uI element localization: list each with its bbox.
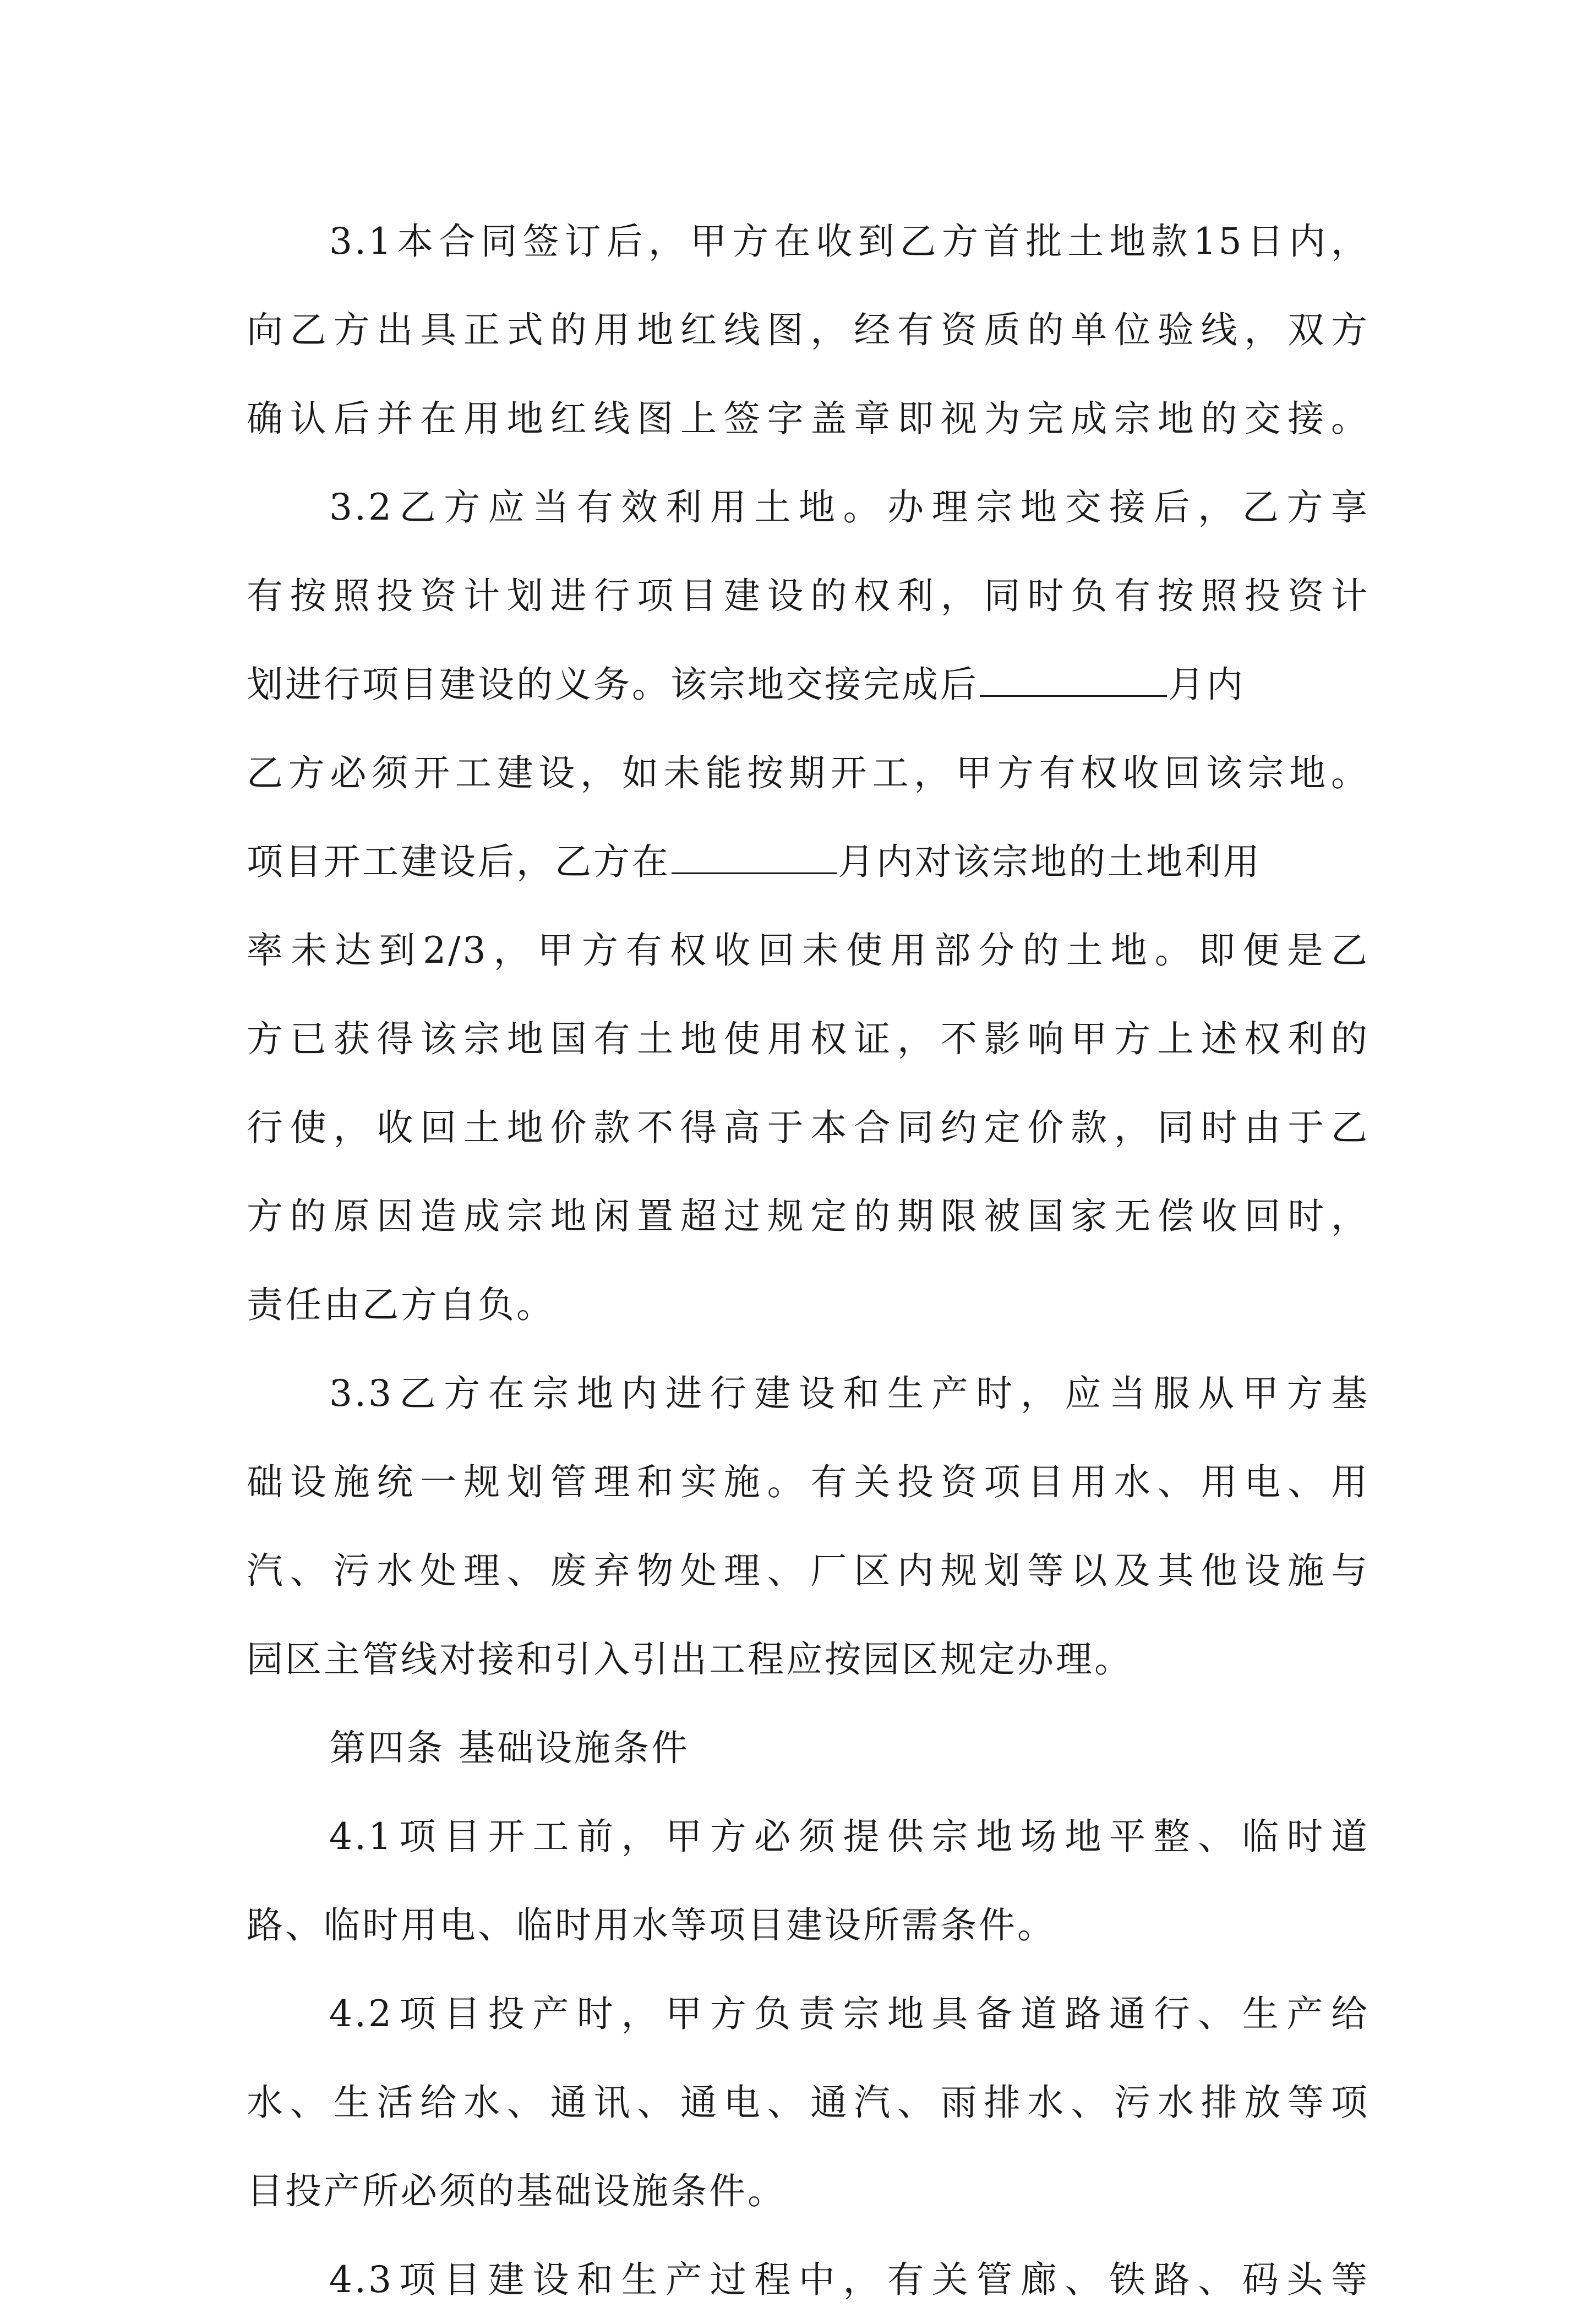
paragraph-4-1-line-2: 路、临时用电、临时用水等项目建设所需条件。: [247, 1904, 1056, 1946]
paragraph-3-3-line-3: 汽、污水处理、废弃物处理、厂区内规划等以及其他设施与: [247, 1550, 1370, 1592]
paragraph-3-1-line-1: 3.1本合同签订后，甲方在收到乙方首批土地款15日内，: [329, 220, 1370, 263]
paragraph-4-2-line-2: 水、生活给水、通讯、通电、通汽、雨排水、污水排放等项: [247, 2081, 1370, 2124]
paragraph-3-2-line-10: 责任由乙方自负。: [247, 1284, 555, 1326]
paragraph-4-2-line-1: 4.2项目投产时，甲方负责宗地具备道路通行、生产给: [329, 1993, 1370, 2035]
paragraph-4-1-line-1: 4.1项目开工前，甲方必须提供宗地场地平整、临时道: [329, 1815, 1370, 1858]
paragraph-3-1-line-2: 向乙方出具正式的用地红线图，经有资质的单位验线，双方: [247, 309, 1370, 351]
fill-in-blank: [672, 846, 837, 874]
paragraph-3-3-line-2: 础设施统一规划管理和实施。有关投资项目用水、用电、用: [247, 1461, 1370, 1503]
paragraph-3-2-line-2: 有按照投资计划进行项目建设的权利，同时负有按照投资计: [247, 575, 1370, 617]
article-4-heading: 第四条 基础设施条件: [329, 1727, 690, 1769]
paragraph-3-3-line-1: 3.3乙方在宗地内进行建设和生产时，应当服从甲方基: [329, 1372, 1370, 1415]
line-text: 月内: [1168, 663, 1245, 706]
paragraph-3-2-line-3: [247, 640, 1370, 729]
line-text: 月内对该宗地的土地利用: [838, 841, 1262, 883]
paragraph-3-2-line-1: 3.2乙方应当有效利用土地。办理宗地交接后，乙方享: [329, 486, 1370, 528]
paragraph-3-2-line-4: 乙方必须开工建设，如未能按期开工，甲方有权收回该宗地。: [247, 752, 1370, 794]
paragraph-3-2-line-7: 方已获得该宗地国有土地使用权证，不影响甲方上述权利的: [247, 1018, 1370, 1060]
paragraph-3-2-line-9: 方的原因造成宗地闲置超过规定的期限被国家无偿收回时，: [247, 1195, 1370, 1237]
paragraph-3-1-line-3: 确认后并在用地红线图上签字盖章即视为完成宗地的交接。: [247, 397, 1370, 440]
fill-in-blank: [980, 669, 1167, 697]
paragraph-4-3-line-1: 4.3项目建设和生产过程中，有关管廊、铁路、码头等: [329, 2258, 1370, 2301]
paragraph-3-3-line-4: 园区主管线对接和引入引出工程应按园区规定办理。: [247, 1638, 1133, 1681]
document-body: [247, 197, 1370, 2324]
paragraph-3-2-line-6: 率未达到2/3，甲方有权收回未使用部分的土地。即便是乙: [247, 929, 1370, 972]
paragraph-3-2-line-5: [247, 817, 1370, 906]
paragraph-3-2-line-8: 行使，收回土地价款不得高于本合同约定价款，同时由于乙: [247, 1106, 1370, 1149]
paragraph-4-2-line-3: 目投产所必须的基础设施条件。: [247, 2170, 786, 2212]
line-text: 项目开工建设后，乙方在: [247, 841, 670, 883]
line-text: 划进行项目建设的义务。该宗地交接完成后: [247, 663, 979, 706]
